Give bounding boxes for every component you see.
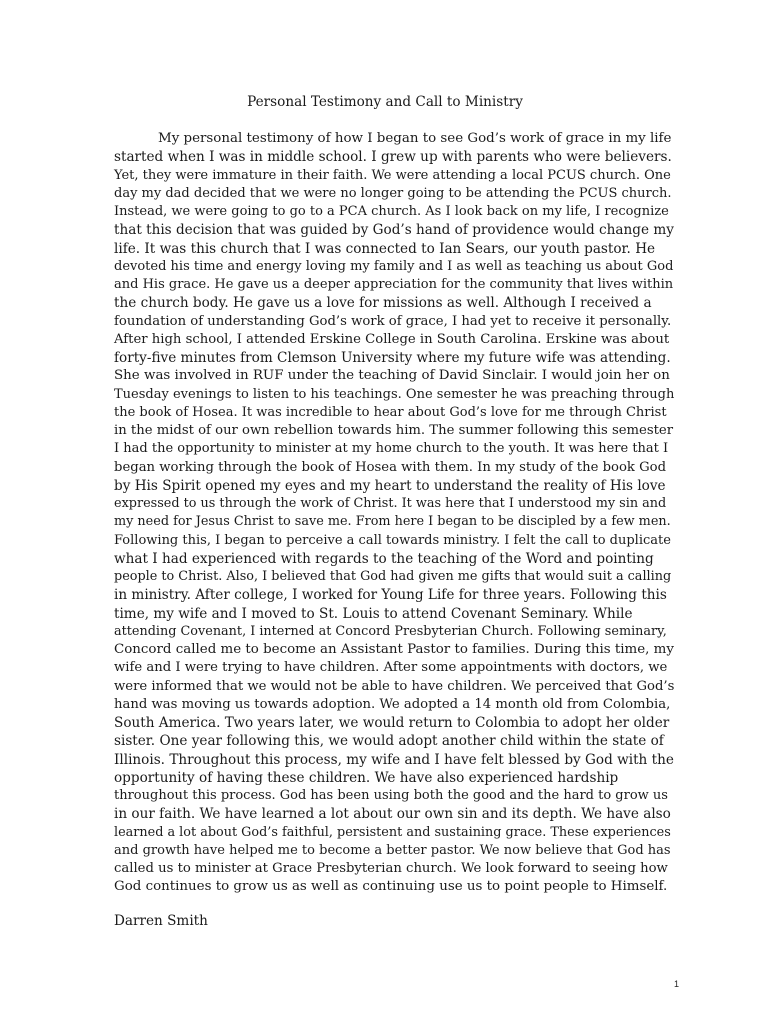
paragraph-line: She was involved in RUF under the teaching of David Sinclair. I would join her on xyxy=(114,368,670,384)
paragraph-line: my need for Jesus Christ to save me. From here I began to be discipled by a few men. xyxy=(114,514,671,530)
paragraph-line: South America. Two years later, we would return to Colombia to adopt her older xyxy=(114,715,670,731)
paragraph-line: Concord called me to become an Assistant Pastor to families. During this time, my xyxy=(114,642,674,657)
paragraph-line: were informed that we would not be able to have children. We perceived that God’s xyxy=(114,678,675,694)
paragraph-line: time, my wife and I moved to St. Louis to attend Covenant Seminary. While xyxy=(114,605,633,622)
paragraph-line: learned a lot about God’s faithful, persistent and sustaining grace. These experiences xyxy=(114,824,671,840)
paragraph-line: what I had experienced with regards to the teaching of the Word and pointing xyxy=(114,550,654,567)
paragraph-line: in the midst of our own rebellion towards him. The summer following this semester xyxy=(114,423,674,438)
paragraph-line: God continues to grow us as well as continuing use us to point people to Himself. xyxy=(114,879,668,895)
paragraph-line: foundation of understanding God’s work of grace, I had yet to receive it personally. xyxy=(114,313,672,329)
paragraph-line: day my dad decided that we were no longer going to be attending the PCUS church. xyxy=(114,185,672,201)
paragraph-line: expressed to us through the work of Christ. It was here that I understood my sin and xyxy=(114,496,667,511)
paragraph-line: hand was moving us towards adoption. We adopted a 14 month old from Colombia, xyxy=(114,696,671,712)
paragraph-line: Illinois. Throughout this process, my wife and I have felt blessed by God with the xyxy=(114,751,674,768)
paragraph-line: opportunity of having these children. We have also experienced hardship xyxy=(114,769,619,786)
paragraph-line: that this decision that was guided by God’s hand of providence would change my xyxy=(114,222,674,239)
paragraph-line: began working through the book of Hosea with them. In my study of the book God xyxy=(114,459,667,475)
paragraph-line: people to Christ. Also, I believed that God had given me gifts that would suit a calling xyxy=(114,569,672,584)
paragraph-line: life. It was this church that I was connected to Ian Sears, our youth pastor. He xyxy=(114,240,656,257)
paragraph-line: the church body. He gave us a love for missions as well. Although I received a xyxy=(114,295,652,312)
testimony-paragraph xyxy=(114,130,674,897)
paragraph-line: in ministry. After college, I worked for Young Life for three years. Following this xyxy=(114,587,667,604)
paragraph-line: throughout this process. God has been using both the good and the hard to grow us xyxy=(114,788,668,803)
paragraph-line: After high school, I attended Erskine College in South Carolina. Erskine was about xyxy=(114,331,670,347)
paragraph-line: Following this, I began to perceive a call towards ministry. I felt the call to duplicate xyxy=(114,532,671,548)
paragraph-line: started when I was in middle school. I grew up with parents who were believers. xyxy=(114,149,672,166)
paragraph-line: wife and I were trying to have children. After some appointments with doctors, we xyxy=(114,660,668,676)
paragraph-line: forty-five minutes from Clemson University where my future wife was attending. xyxy=(114,350,671,366)
paragraph-line: sister. One year following this, we would adopt another child within the state of xyxy=(114,733,664,750)
paragraph-line: attending Covenant, I interned at Concord Presbyterian Church. Following seminary, xyxy=(114,623,667,639)
paragraph-line: I had the opportunity to minister at my home church to the youth. It was here that I xyxy=(114,441,669,457)
paragraph-line: Tuesday evenings to listen to his teachings. One semester he was preaching through xyxy=(114,386,675,402)
paragraph-line: by His Spirit opened my eyes and my heart to understand the reality of His love xyxy=(114,477,666,494)
paragraph-line: the book of Hosea. It was incredible to hear about God’s love for me through Christ xyxy=(114,404,667,420)
paragraph-line: and growth have helped me to become a better pastor. We now believe that God has xyxy=(114,842,671,858)
author-signature: Darren Smith xyxy=(114,913,208,929)
paragraph-line: My personal testimony of how I began to see God’s work of grace in my life xyxy=(158,131,672,146)
paragraph-line: and His grace. He gave us a deeper appreciation for the community that lives within xyxy=(114,277,674,292)
page-number: 1 xyxy=(674,979,680,989)
paragraph-line: in our faith. We have learned a lot about our own sin and its depth. We have also xyxy=(114,806,671,823)
paragraph-line: Instead, we were going to go to a PCA church. As I look back on my life, I recognize xyxy=(114,204,669,219)
paragraph-line: called us to minister at Grace Presbyterian church. We look forward to seeing how xyxy=(114,861,668,876)
paragraph-line: Yet, they were immature in their faith. We were attending a local PCUS church. One xyxy=(114,167,671,183)
document-title: Personal Testimony and Call to Ministry xyxy=(247,94,523,110)
paragraph-line: devoted his time and energy loving my family and I as well as teaching us about God xyxy=(114,258,674,274)
